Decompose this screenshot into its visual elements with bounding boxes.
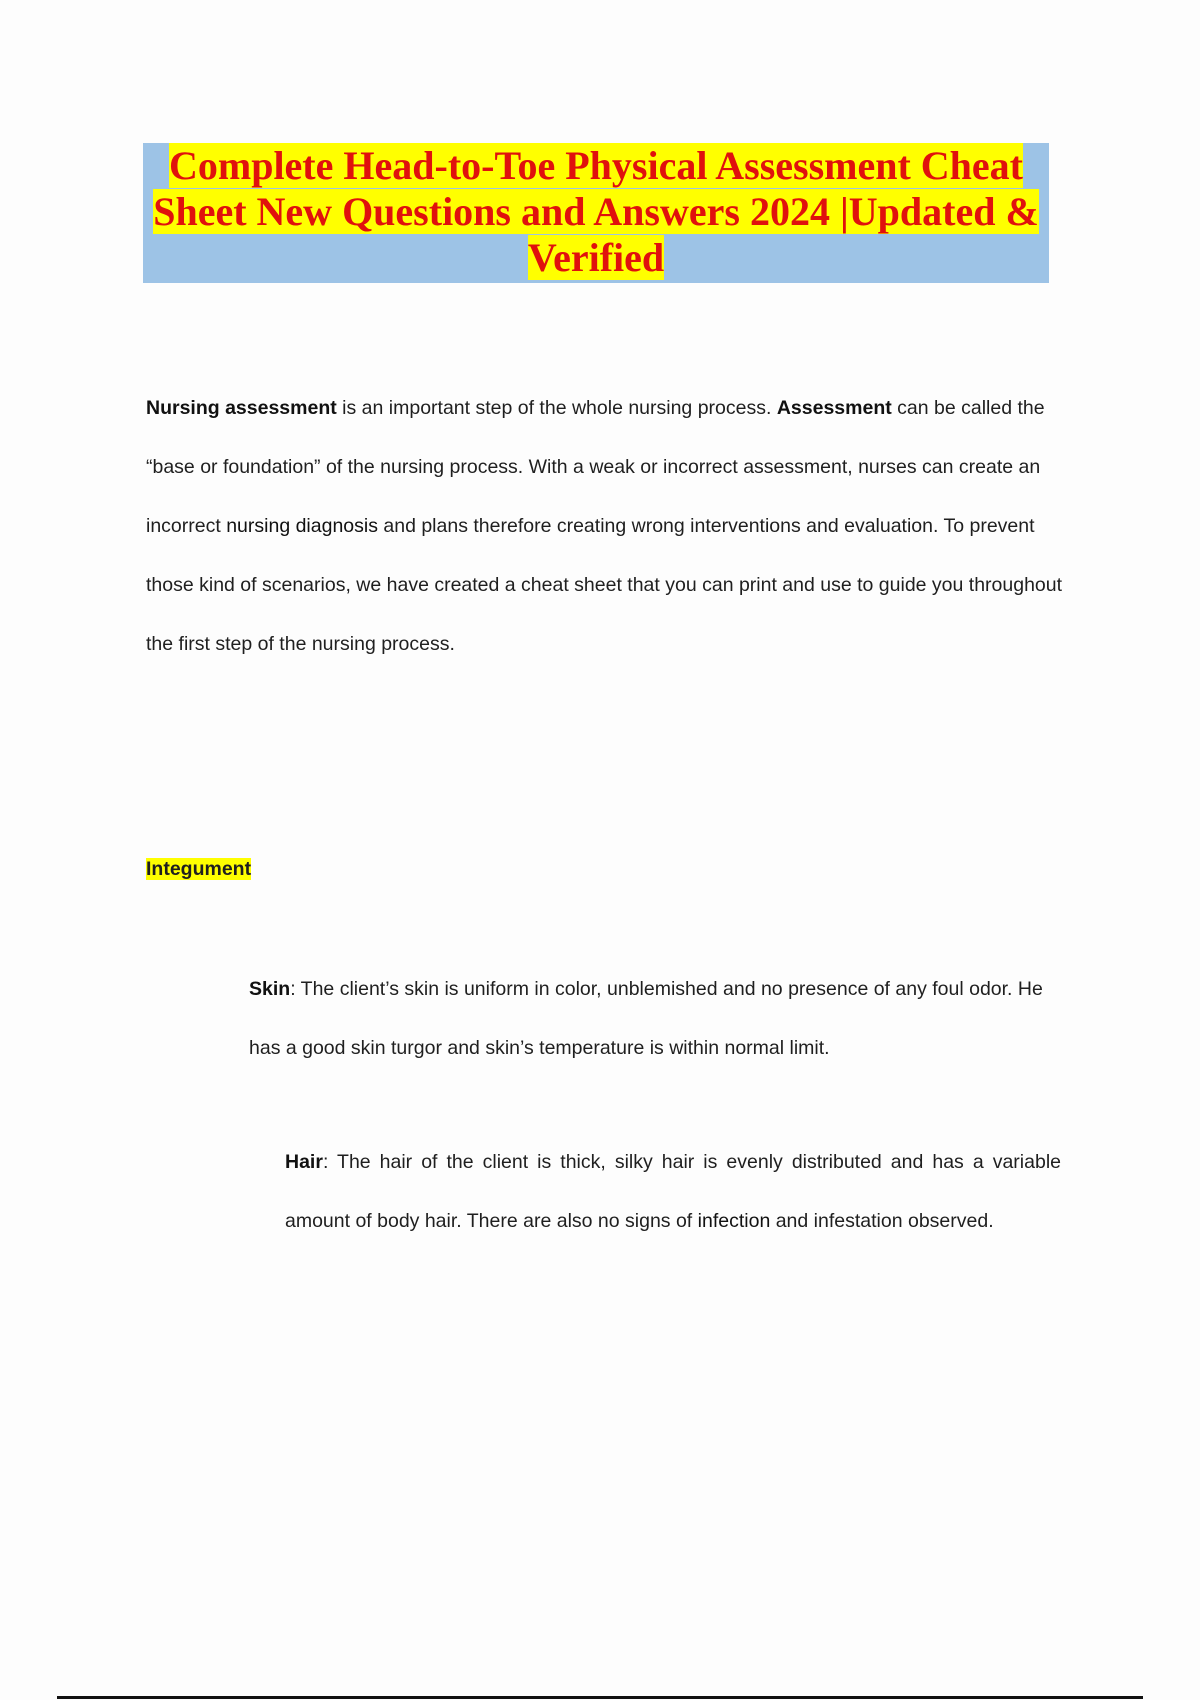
skin-paragraph (249, 960, 1069, 1078)
hair-text: and infestation observed. (770, 1210, 994, 1232)
hair-label: Hair (285, 1151, 323, 1173)
hair-paragraph (285, 1133, 1061, 1251)
document-title: Complete Head-to-Toe Physical Assessment Cheat Sheet New Questions and Answers 2024 |Updated & Verified (153, 143, 1039, 280)
hair-text: : The hair of the client is thick, silky hair is evenly distributed and has a variable amount of body hair. There are also no signs of (285, 1151, 1061, 1232)
intro-paragraph (146, 379, 1066, 674)
intro-bold-term: Nursing assessment (146, 397, 337, 419)
intro-text: and plans therefore creating wrong interventions and evaluation. To prevent those kind of scenarios, we have created a cheat sheet that you can print and use to guide you throughout the first step of the nursing process. (146, 515, 1063, 655)
skin-text: : The client’s skin is uniform in color, unblemished and no presence of any foul odor. He has a good skin turgor and skin’s temperature is within normal limit. (249, 978, 1043, 1059)
intro-bold-term: Assessment (776, 397, 892, 419)
footer-rule (57, 1696, 1143, 1699)
nursing-diagnosis-link[interactable]: nursing diagnosis (226, 515, 378, 537)
skin-label: Skin (249, 978, 291, 1000)
section-heading-integument: Integument (146, 858, 252, 880)
intro-text: can be called the “base or foundation” of the nursing process. With a weak or incorrect assessment, nurses can create an incorrect (146, 397, 1045, 537)
intro-text: is an important step of the whole nursing process. (336, 397, 777, 419)
infection-link[interactable]: infection (697, 1210, 771, 1232)
